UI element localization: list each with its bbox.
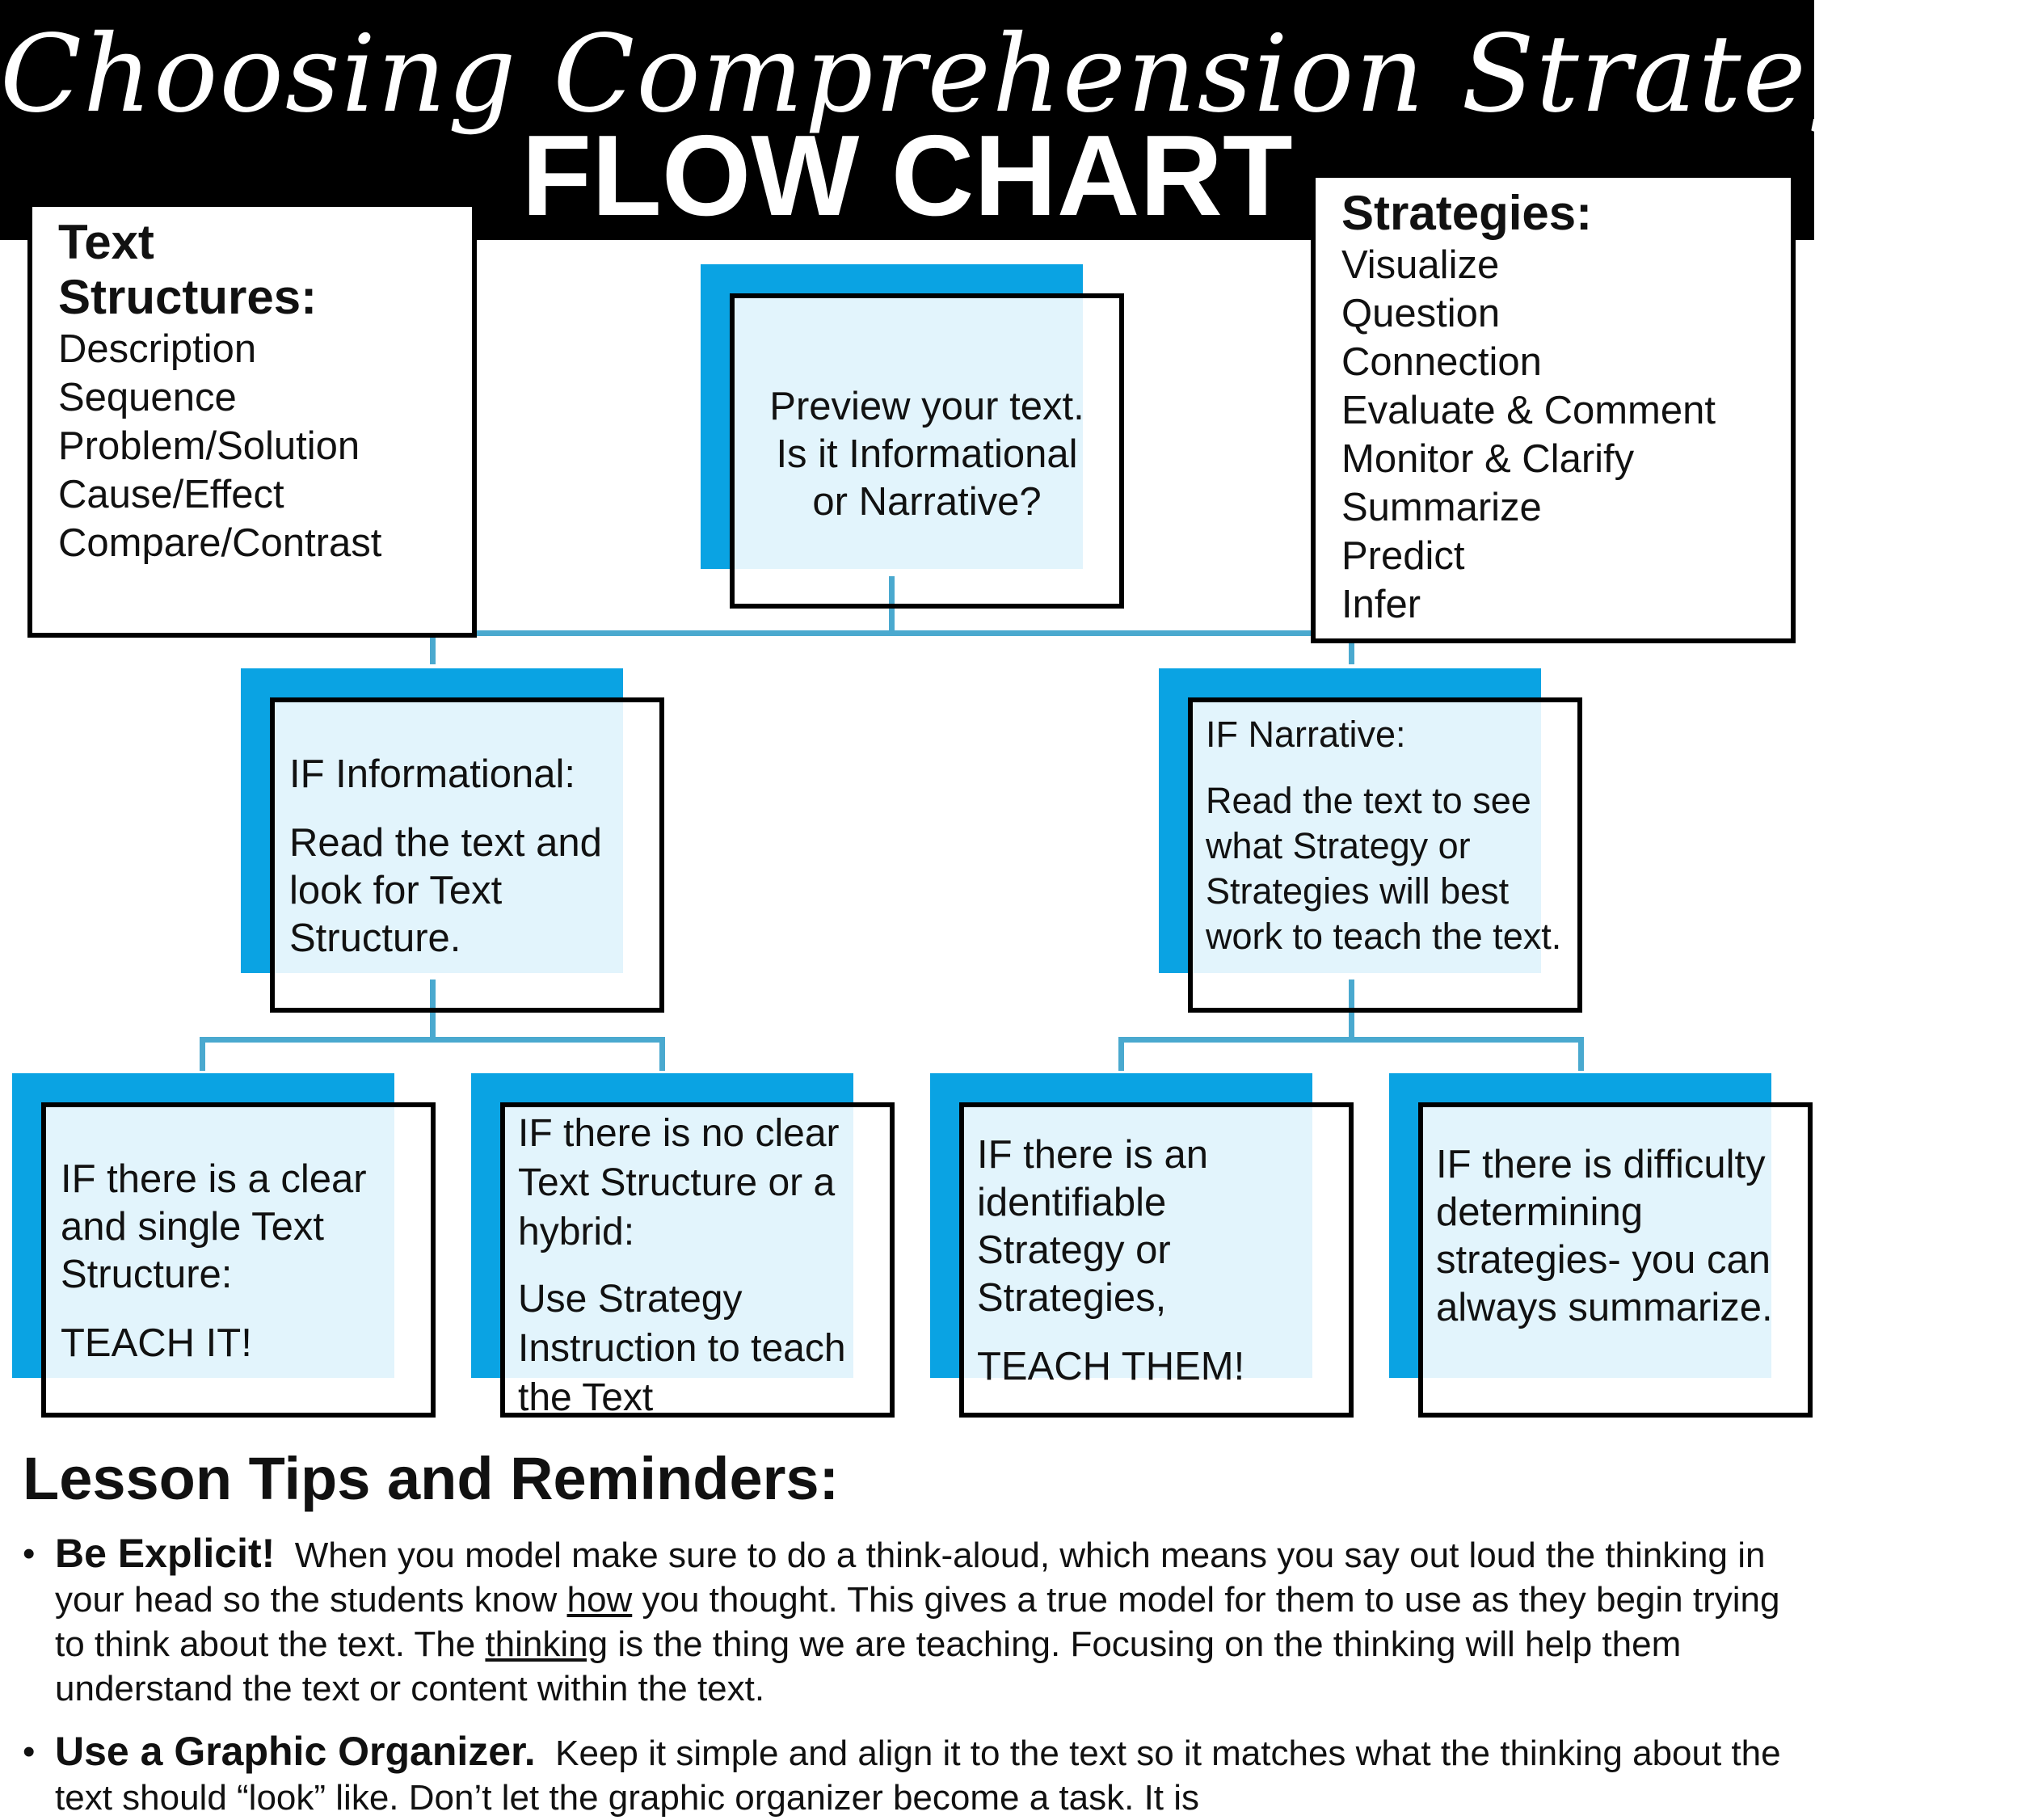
tip-body: [55, 1531, 1800, 1711]
informational-box: [270, 697, 664, 1013]
connector-to-difficulty: [1578, 1037, 1584, 1071]
list-item: Visualize: [1341, 243, 1500, 287]
title-flow-chart: FLOW CHART: [521, 112, 1293, 240]
connector-to-no-clear-structure: [659, 1037, 665, 1071]
bullet: •: [23, 1732, 36, 1772]
tip-text: Keep it simple and align it to the text so it matches what the thinking about the text should “look” like. Don’t let the graphic organizer become a task. It is: [55, 1734, 1781, 1818]
narrative-heading: IF Narrative:: [1206, 714, 1406, 755]
list-item: Sequence: [58, 376, 237, 419]
no-clear-structure-heading: IF there is no clear Text Structure or a hybrid:: [518, 1112, 840, 1253]
preview-line: Preview your text.: [769, 385, 1084, 428]
clear-structure-action: TEACH IT!: [61, 1321, 252, 1365]
list-item: Description: [58, 327, 257, 371]
connector-informational-horizontal: [200, 1037, 665, 1043]
connector-to-clear-structure: [200, 1037, 205, 1071]
list-item: Infer: [1341, 583, 1421, 626]
list-item: Summarize: [1341, 486, 1542, 529]
narrative-body: Read the text to see what Strategy or Strategies will best work to teach the text.: [1206, 780, 1562, 957]
tip-text: When you model make sure to do a think-aloud, which means you say out loud the thinking in your head so the students know: [55, 1536, 1766, 1620]
difficulty-body: IF there is difficulty determining strategies- you can always summarize.: [1436, 1143, 1773, 1329]
connector-narrative-horizontal: [1118, 1037, 1584, 1043]
list-item: Question: [1341, 292, 1501, 335]
tip-text: is the thing we are teaching. Focusing on the thinking will help them understand the text or content within the text.: [55, 1624, 1682, 1708]
bullet: •: [23, 1534, 36, 1574]
no-clear-structure-box: [500, 1102, 895, 1418]
list-item: Evaluate & Comment: [1341, 389, 1716, 432]
tip-emphasis: how: [566, 1580, 633, 1620]
tips-heading: Lesson Tips and Reminders:: [23, 1445, 840, 1512]
clear-structure-heading: IF there is a clear and single Text Structure:: [61, 1157, 367, 1296]
preview-box: [730, 293, 1124, 609]
list-item: Cause/Effect: [58, 473, 284, 516]
title-script: Choosing Comprehension Strategies: [0, 12, 2034, 137]
text-structures-heading: Text Structures:: [58, 215, 318, 324]
list-item: Connection: [1341, 340, 1542, 384]
identifiable-strategy-box: [959, 1102, 1354, 1418]
tip-text: you thought. This gives a true model for them to use as they begin trying to think about the text. The: [55, 1580, 1780, 1664]
list-item: Compare/Contrast: [58, 521, 382, 565]
identifiable-strategy-heading: IF there is an identifiable Strategy or Strategies,: [977, 1133, 1208, 1320]
informational-body: Read the text and look for Text Structure.: [289, 821, 602, 960]
preview-line: or Narrative?: [812, 480, 1042, 524]
preview-line: Is it Informational: [776, 432, 1078, 476]
narrative-box: [1188, 697, 1582, 1013]
list-item: Predict: [1341, 534, 1465, 578]
tip-be-explicit: [23, 1531, 1800, 1711]
text-structures-box: [27, 202, 477, 638]
connector-top-horizontal: [430, 630, 1354, 636]
tip-lead: Use a Graphic Organizer.: [55, 1729, 536, 1774]
strategies-heading: Strategies:: [1341, 186, 1593, 240]
no-clear-structure-body: Use Strategy Instruction to teach the Text: [518, 1278, 846, 1419]
clear-structure-box: [41, 1102, 436, 1418]
text-structures-list: [58, 325, 472, 567]
tip-lead: Be Explicit!: [55, 1531, 276, 1576]
strategies-box: [1311, 173, 1796, 643]
difficulty-box: [1418, 1102, 1813, 1418]
identifiable-strategy-action: TEACH THEM!: [977, 1345, 1245, 1388]
strategies-list: [1341, 241, 1791, 629]
tip-emphasis: thinking: [485, 1624, 609, 1664]
connector-to-identifiable-strategy: [1118, 1037, 1124, 1071]
tip-graphic-organizer: [23, 1729, 1800, 1820]
list-item: Monitor & Clarify: [1341, 437, 1635, 481]
informational-heading: IF Informational:: [289, 752, 576, 796]
tip-body: [55, 1729, 1800, 1820]
list-item: Problem/Solution: [58, 424, 360, 468]
